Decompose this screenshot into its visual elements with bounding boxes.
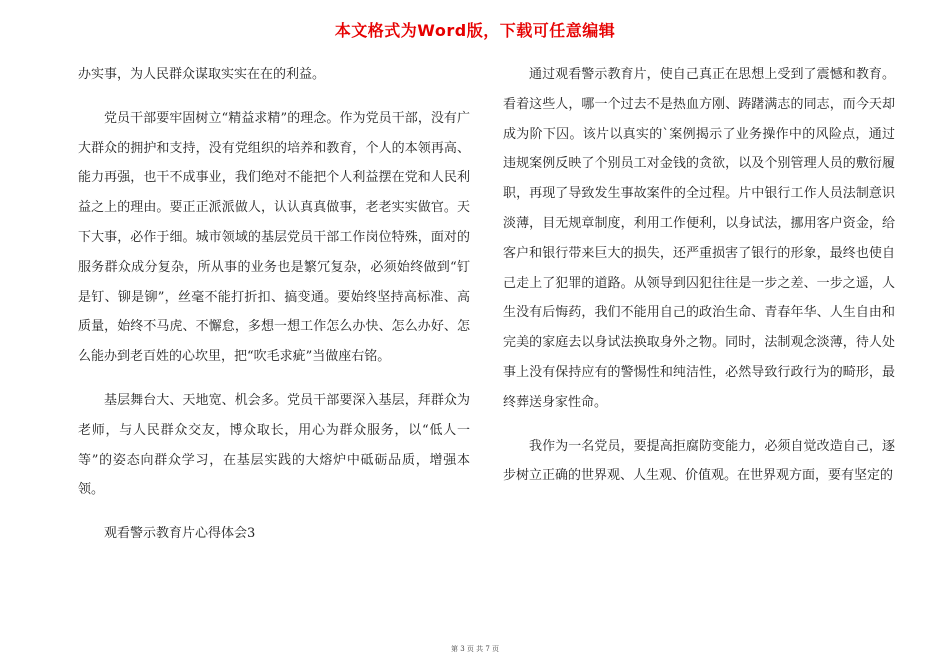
left-text-column: [78, 60, 470, 563]
paragraph: 基层舞台大、天地宽、机会多。党员干部要深入基层，拜群众为老师，与人民群众交友，博众取长，用心为群众服务，以“低人一等”的姿态向群众学习，在基层实践的大熔炉中砥砺品质，增强本领。: [78, 392, 470, 498]
paragraph: 办实事，为人民群众谋取实实在在的利益。: [78, 67, 326, 82]
paragraph: 我作为一名党员，要提高拒腐防变能力，必须自觉改造自己，逐步树立正确的世界观、人生观、价值观。在世界观方面，要有坚定的: [503, 438, 895, 484]
page-number-footer: 第 3 页 共 7 页: [450, 645, 500, 653]
right-text-column: [503, 60, 895, 505]
word-format-banner: 本文格式为Word版，下载可任意编辑: [334, 21, 616, 40]
section-heading: 观看警示教育片心得体会3: [104, 526, 256, 542]
paragraph: 党员干部要牢固树立“精益求精”的理念。作为党员干部，没有广大群众的拥护和支持，没有党组织的培养和教育，个人的本领再高、能力再强，也干不成事业，我们绝对不能把个人利益摆在党和人民利益之上的理由。要正正派派做人，认认真真做事，老老实实做官。天下大事，必作于细。城市领域的基层党员干部工作岗位特殊，面对的服务群众成分复杂，所从事的业务也是繁冗复杂，必须始终做到“钉是钉、铆是铆”，丝毫不能打折扣、搞变通。要始终坚持高标准、高质量，始终不马虎、不懈怠，多想一想工作怎么办快、怎么办好、怎么能办到老百姓的心坎里，把“吹毛求疵”当做座右铭。: [78, 110, 470, 365]
paragraph: 通过观看警示教育片，使自己真正在思想上受到了震憾和教育。看着这些人，哪一个过去不是热血方刚、踌躇满志的同志，而今天却成为阶下囚。该片以真实的`案例揭示了业务操作中的风险点，通过违规案例反映了个别员工对金钱的贪欲，以及个别管理人员的敷衍履职，再现了导致发生事故案件的全过程。片中银行工作人员法制意识淡薄，目无规章制度，利用工作便利，以身试法，挪用客户资金，给客户和银行带来巨大的损失，还严重损害了银行的形象，最终也使自己走上了犯罪的道路。从领导到囚犯往往是一步之差、一步之遥，人生没有后悔药，我们不能用自己的政治生命、青春年华、人生自由和完美的家庭去以身试法换取身外之物。同时，法制观念淡薄，待人处事上没有保持应有的警惕性和纯洁性，必然导致行政行为的畸形，最终葬送身家性命。: [503, 67, 895, 410]
